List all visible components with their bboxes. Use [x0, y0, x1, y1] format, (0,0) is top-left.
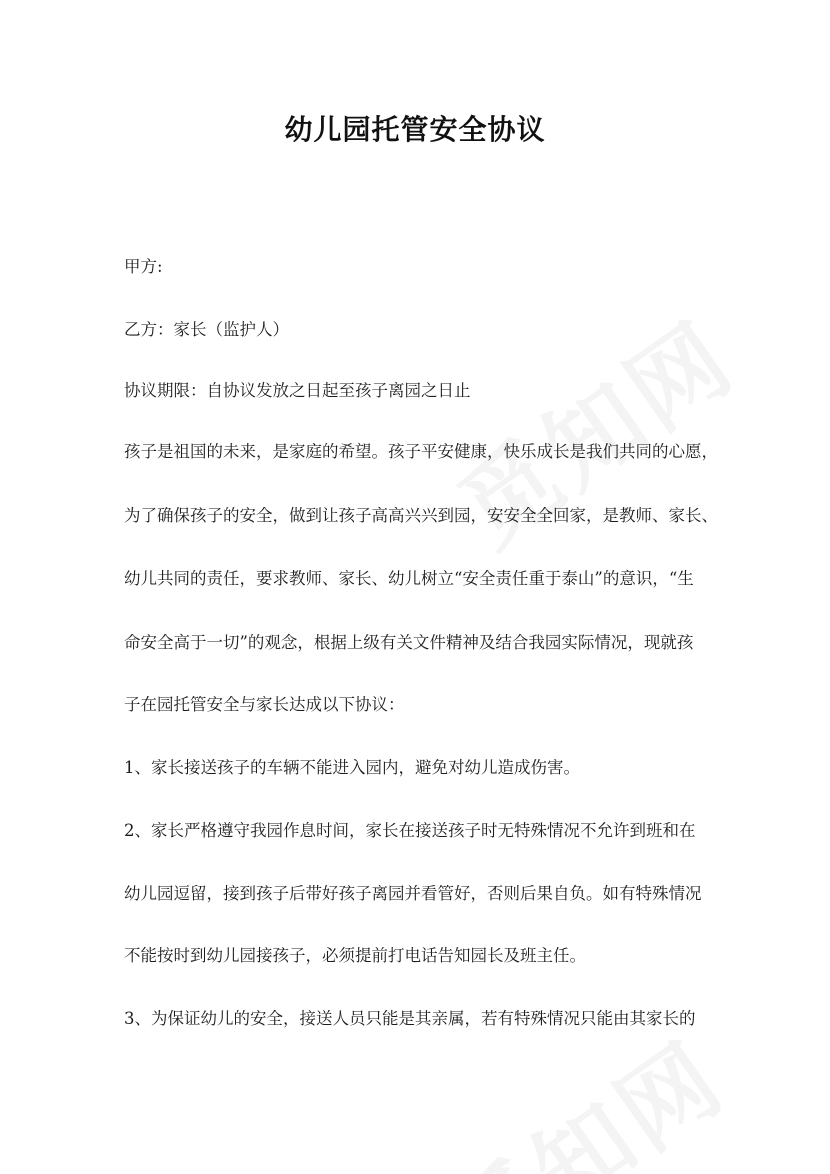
- paragraph-line: 为了确保孩子的安全，做到让孩子高高兴兴到园，安安全全回家，是教师、家长、: [124, 506, 718, 525]
- paragraph-line: 孩子是祖国的未来，是家庭的希望。孩子平安健康，快乐成长是我们共同的心愿，: [124, 442, 718, 461]
- document-title: 幼儿园托管安全协议: [284, 113, 546, 146]
- clause-line: 3、为保证幼儿的安全，接送人员只能是其亲属，若有特殊情况只能由其家长的: [124, 1009, 696, 1028]
- clause-line: 2、家长严格遵守我园作息时间，家长在接送孩子时无特殊情况不允许到班和在: [124, 821, 696, 840]
- party-b-line: 乙方：家长（监护人）: [124, 320, 289, 339]
- paragraph-line: 命安全高于一切”的观念，根据上级有关文件精神及结合我园实际情况，现就孩: [124, 633, 694, 652]
- paragraph-line: 幼儿共同的责任，要求教师、家长、幼儿树立“安全责任重于泰山”的意识，“生: [124, 569, 694, 588]
- paragraph-line: 子在园托管安全与家长达成以下协议：: [124, 695, 405, 714]
- clause-line: 不能按时到幼儿园接孩子，必须提前打电话告知园长及班主任。: [124, 946, 586, 965]
- party-a-line: 甲方:: [124, 257, 163, 276]
- watermark: [418, 1005, 747, 1174]
- agreement-period-line: 协议期限：自协议发放之日起至孩子离园之日止: [124, 381, 471, 400]
- clause-line: 1、家长接送孩子的车辆不能进入园内，避免对幼儿造成伤害。: [124, 758, 580, 777]
- clause-line: 幼儿园逗留，接到孩子后带好孩子离园并看管好，否则后果自负。如有特殊情况: [124, 884, 702, 903]
